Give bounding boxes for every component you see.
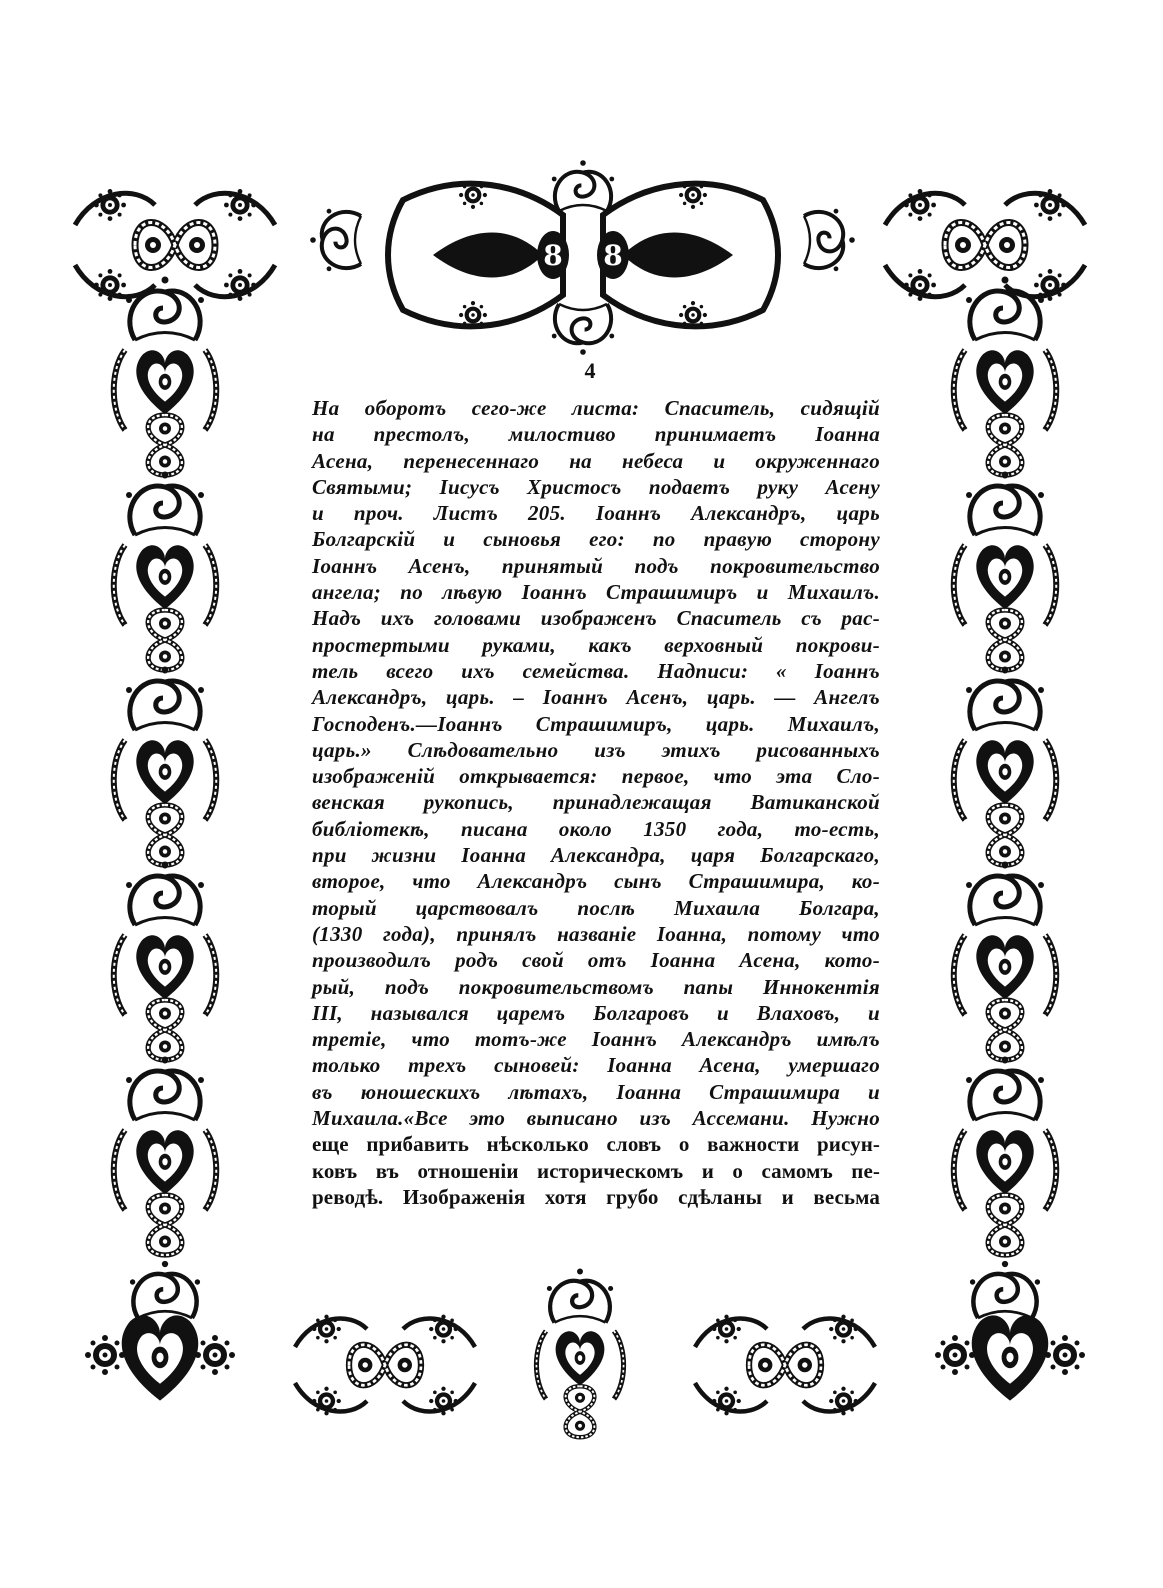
text-line: второе, что Александръ сынъ Страшимира, ко- (312, 869, 880, 894)
svg-text:8: 8 (603, 239, 623, 272)
text-line: Іоаннъ Асенъ, принятый подъ покровительство (312, 553, 880, 578)
text-line: и проч. Листъ 205. Іоаннъ Александръ, царь (312, 501, 880, 526)
text-line: третіе, что тотъ-же Іоаннъ Александръ имѣлъ (312, 1027, 880, 1052)
text-line: только трехъ сыновей: Іоанна Асена, умершаго (312, 1053, 880, 1078)
text-line: Надъ ихъ головами изображенъ Спаситель съ рас- (312, 606, 880, 631)
text-line: на престолъ, милостиво принимаетъ Іоанна (312, 422, 880, 447)
text-line: ковъ въ отношеніи историческомъ и о самомъ пе- (312, 1158, 880, 1183)
text-line: тель всего ихъ семейства. Надписи: « Іоаннъ (312, 658, 880, 683)
text-line: въ юношескихъ лѣтахъ, Іоанна Страшимира и (312, 1079, 880, 1104)
text-line: изображеній открывается: первое, что эта Сло- (312, 764, 880, 789)
text-line: Болгарскій и сыновья его: по правую сторону (312, 527, 880, 552)
text-line: реводѣ. Изображенія хотя грубо сдѣланы и весьма (312, 1184, 880, 1209)
text-line: Святыми; Іисусъ Христосъ подаетъ руку Асену (312, 474, 880, 499)
text-line: царь.» Слѣдовательно изъ этихъ рисованныхъ (312, 737, 880, 762)
text-line: библіотекѣ, писана около 1350 года, то-есть, (312, 816, 880, 841)
text-line: венская рукопись, принадлежащая Ватиканской (312, 790, 880, 815)
text-line: III, назывался царемъ Болгаровъ и Влаховъ, и (312, 1000, 880, 1025)
svg-text:8: 8 (543, 239, 563, 272)
left-border (114, 277, 217, 1319)
page-number: 4 (584, 358, 596, 383)
text-line: при жизни Іоанна Александра, царя Болгарскаго, (312, 843, 880, 868)
text-line: Господенъ.—Іоаннъ Страшимиръ, царь. Михаилъ, (312, 711, 880, 736)
text-line: (1330 года), принялъ названіе Іоанна, потому что (312, 921, 880, 946)
text-line: простертыми руками, какъ верховный покрови- (312, 632, 880, 657)
text-line: Михаила.«Все это выписано изъ Ассемани. Нужно (312, 1106, 880, 1131)
text-line: торый царствовалъ послѣ Михаила Болгара, (312, 895, 880, 920)
top-border (75, 160, 1085, 355)
text-line: ангела; по лѣвую Іоаннъ Страшимиръ и Михаилъ. (312, 580, 880, 605)
bottom-border (85, 1269, 1085, 1438)
text-line: На оборотъ сего-же листа: Спаситель, сидящій (312, 396, 880, 420)
body-text (312, 395, 880, 1210)
text-line: Александръ, царь. – Іоаннъ Асенъ, царь. — Ангелъ (312, 685, 880, 710)
text-line: рый, подъ покровительствомъ папы Иннокентія (312, 974, 880, 999)
text-line: Асена, перенесеннаго на небеса и окруженнаго (312, 448, 880, 473)
right-border (954, 277, 1057, 1319)
text-line: производилъ родъ свой отъ Іоанна Асена, кото- (312, 948, 880, 973)
text-line: еще прибавить нѣсколько словъ о важности рисун- (312, 1132, 880, 1157)
